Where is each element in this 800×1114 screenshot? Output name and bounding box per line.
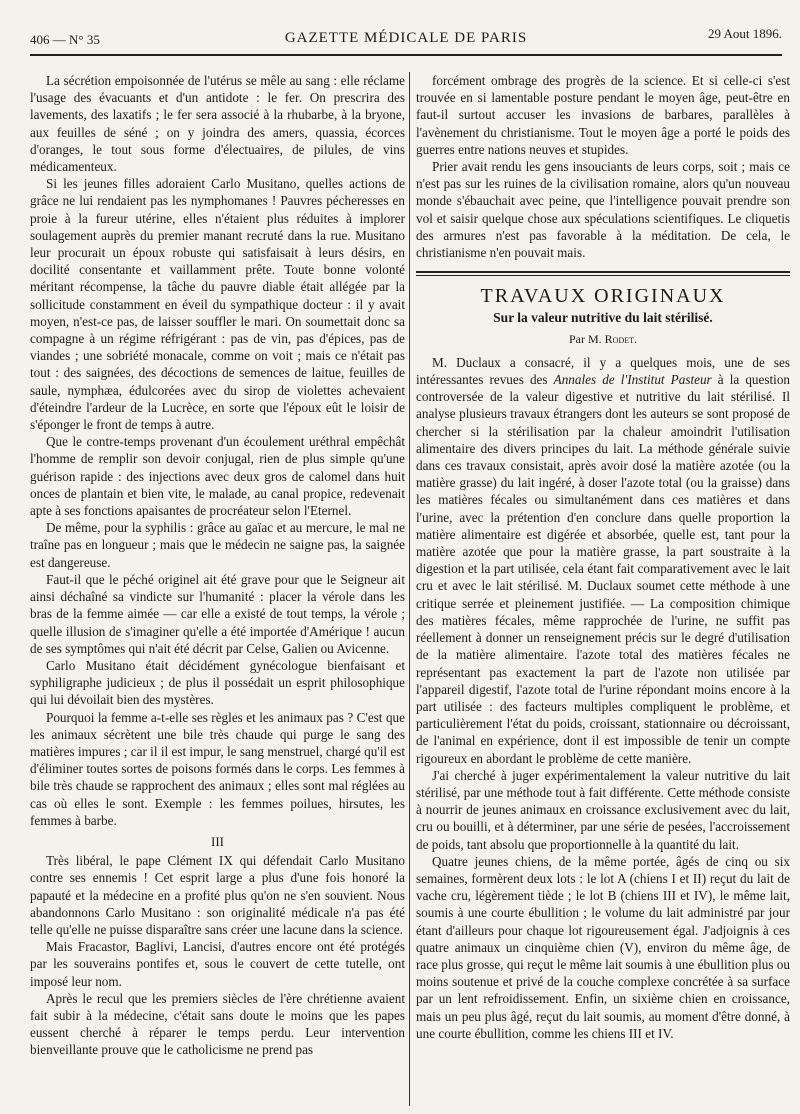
article-title: Sur la valeur nutritive du lait stérilisé. (493, 310, 713, 326)
section-number: III (211, 833, 224, 849)
journal-reference: Annales de l'Institut Pasteur (553, 372, 712, 388)
byline-prefix: Par M. (568, 331, 602, 346)
paragraph: Quatre jeunes chiens, de la même portée, âgés de cinq ou six semaines, formèrent deux lots : le lot A (chiens I et II) reçut du lait de vache cru, légèrement tiède ; le lot B (chiens III et IV), le même lait, soumis à une courte ébullition ; le volume du lait administré par jour étant d'ailleurs pour chaque lot rigoureusement égal. J'adjoignis à ces quatre animaux un cinquième chien (V), environ du même âge, de race plus grosse, qui reçut le même lait soumis à une ébullition plus ou moins soutenue et privé de la couche complexe concrétée à sa surface par un lent refroidissement. Enfin, un sixième chien en croissance, mais un peu plus âgé, reçut du lait soumis, au moment d'être donné, à une courte ébullition, comme les chiens III et IV. (416, 853, 790, 1041)
section-title: TRAVAUX ORIGINAUX (480, 285, 726, 308)
page-number: 406 — N° 35 (30, 32, 100, 47)
byline (416, 331, 790, 348)
paragraph: J'ai cherché à juger expérimentalement la valeur nutritive du lait stérilisé, par une méthode tout à fait différente. Cette méthode consiste à nourrir de jeunes animaux en croissance exclusivement avec du lait, cru ou bouilli, et à déterminer, par une série de pesées, l'accroissement de poids, tant absolu que proportionnelle à la quantité du lait. (416, 767, 790, 852)
paragraph (416, 354, 790, 767)
paragraph: Mais Fracastor, Baglivi, Lancisi, d'autres encore ont été protégés par les souverains pontifes et, sous le couvert de cette tutelle, ont imposé leur nom. (30, 939, 405, 989)
column-divider (409, 72, 410, 1106)
author-name: Rodet. (604, 331, 637, 346)
paragraph: Si les jeunes filles adoraient Carlo Musitano, quelles actions de grâce ne lui rendaient pas les nymphomanes ! Pauvres pécheresses en proie à la fureur utérine, elles n'étaient plus réduites à implorer soulagement auprès du premier manant recruté dans la rue. Musitano leur procurait un époux robuste qui satisfaisait à leurs désirs, en docilité consentante et vaillamment prête. Toute bonne volonté méritant récompense, la tâche du pauvre diable était allégée par la sollicitude constamment en éveil du sympathique docteur : il y avait moyen, n'est-ce pas, de laisser souffler le mari. On soumettait donc sa compagne à un régime réfrigérant : pas de vin, pas d'épices, pas de viandes ; une sobriété monacale, comme on voit ; mais ce n'était pas tout : des saignées, des décoctions de semences de laitue, feuilles de saule, nymphæa, édulcorées avec du sirop de violettes achevaient d'éteindre l'ardeur de la Lucrèce, en sorte que l'époux eût le loisir de s'éponger le front de temps à autre. (30, 176, 405, 433)
paragraph: Carlo Musitano était décidément gynécologue bienfaisant et syphiligraphe judicieux ; de plus il possédait un esprit philosophique qui lui dévoilait bien des mystères. (30, 657, 405, 708)
paragraph: La sécrétion empoisonnée de l'utérus se mêle au sang : elle réclame l'usage des évacuants et d'un antidote : le fer. On prescrira des lavements, des laxatifs ; le fer sera associé à la rhubarbe, à la bryone, aux feuilles de séné ; on y joindra des amers, quassia, écorces d'oranges, le tout sous forme d'électuaires, de pilules, de vins médicamenteux. (30, 73, 405, 175)
paragraph: Pourquoi la femme a-t-elle ses règles et les animaux pas ? C'est que les animaux sécrètent une bile très chaude qui purge le sang des matières impures ; car il il est impur, le sang menstruel, chargé qu'il est d'éliminer toutes sortes de poisons formés dans le corps. Les femmes à bile très chaude se rapprochent des animaux ; elles sont mal réglées au cas où elles le sont. Exemple : les femmes poilues, hirsutes, les femmes à barbe. (30, 709, 405, 828)
paragraph: Prier avait rendu les gens insouciants de leurs corps, soit ; mais ce n'est pas sur les ruines de la civilisation romaine, alors qu'un nouveau monde s'ébauchait avec peine, que l'intelligence pouvait prendre son vol et saisir quelque chose aux spéculations scientifiques. Le cliquetis des armures n'est pas favorable à la méditation. De cela, le christianisme n'en pouvait mais. (416, 159, 790, 261)
paragraph: De même, pour la syphilis : grâce au gaïac et au mercure, le mal ne traîne pas en longueur ; mais que le médecin ne saigne pas, la saignée est dangereuse. (30, 520, 405, 570)
paragraph: Après le recul que les premiers siècles de l'ère chrétienne avaient fait subir à la médecine, c'était sans doute le moins que les papes eussent cherché à réparer le temps perdu. Leur intervention bienveillante prouve que le catholicisme ne prend pas (30, 990, 405, 1058)
paragraph: Que le contre-temps provenant d'un écoulement uréthral empêchât l'homme de remplir son devoir conjugal, rien de plus simple qu'une guérison rapide : des injections avec deux gros de calomel dans huit onces de plantain et bien vite, le malade, au canal propice, redevenait apte à ses fonctions apaisantes de procréateur selon l'Eternel. (30, 434, 405, 519)
left-column (30, 72, 405, 1106)
right-column (416, 72, 790, 1106)
issue-date: 29 Aout 1896. (707, 26, 782, 41)
paragraph-text: à la question controversée de la valeur digestive et nutritive du lait stérilisé. Il analyse plusieurs travaux étrangers dont les auteurs se sont proposé de chercher si la stérilisation par la chaleur amoindrit l'utilisation alimentaire des divers principes du lait. La méthode générale suivie dans ces travaux consistait, après avoir dosé la matière azotée (ou la matière grasse) du lait ingéré, à doser l'azote total (ou la graisse) dans les matières fécales ou simultanément dans ces matières et dans l'urine, avec la prétention d'en conclure dans quelle proportion la matière alimentaire est digérée et absorbée, quelle est, tant pour la matière azotée que pour la matière grasse, la part soustraite à la digestion et la part utilisée, cela étant fait comparativement avec le lait cru et avec le lait stérilisé. M. Duclaux soumet cette méthode à une critique serrée et pleinement justifiée. — La composition chimique des matières fécales, même rapprochée de l'urine, ne suffit pas réellement à donner un renseignement précis sur le degré d'utilisation de la matière alimentaire. l'azote total des matières fécales ne représentant pas exactement la part de l'azote non utilisée par l'appareil digestif, l'azote total de l'urine répondant moins encore à la part utilisée : des facteurs multiples compliquent le problème, et particulièrement l'état du poids, croissant, stationnaire ou décroissant, de l'animal en expérience, dont il est impossible de tenir un compte rigoureux en abordant le problème de cette manière. (416, 372, 791, 766)
page-header (30, 26, 782, 56)
journal-title: GAZETTE MÉDICALE DE PARIS (284, 30, 528, 46)
paragraph-text: M. Duclaux a consacré, il y a quelques mois, une de ses intéressantes revues des (416, 354, 790, 388)
section-divider (416, 271, 790, 276)
paragraph: forcément ombrage des progrès de la science. Et si celle-ci s'est trouvée en si lamentable posture pendant le moyen âge, peut-être en faut-il surtout accuser les invasions de barbares, parallèles à l'avènement du christianisme. Tout le moyen âge a porté le poids des guerres entre nations neuves et stupides. (416, 73, 790, 157)
paragraph: Très libéral, le pape Clément IX qui défendait Carlo Musitano contre ses ennemis ! Cet esprit large a plus d'une fois honoré la papauté et la médecine en a profité plus qu'on ne s'en souvient. Nous abandonnons Carlo Musitano : son originalité médicale n'a pas été telle qu'elle ne puisse disparaître sans créer une lacune dans la science. (30, 853, 405, 937)
paragraph: Faut-il que le péché originel ait été grave pour que le Seigneur ait ainsi déchaîné sa vindicte sur l'humanité : placer la vérole dans les bras de la femme aimée — car elle a existé de tout temps, la vérole ; quelle illusion de s'imaginer qu'elle a été importée d'Amérique ! aucun de ses symptômes qui n'ait été décrit par Celse, Galien ou Avicenne. (30, 571, 405, 656)
